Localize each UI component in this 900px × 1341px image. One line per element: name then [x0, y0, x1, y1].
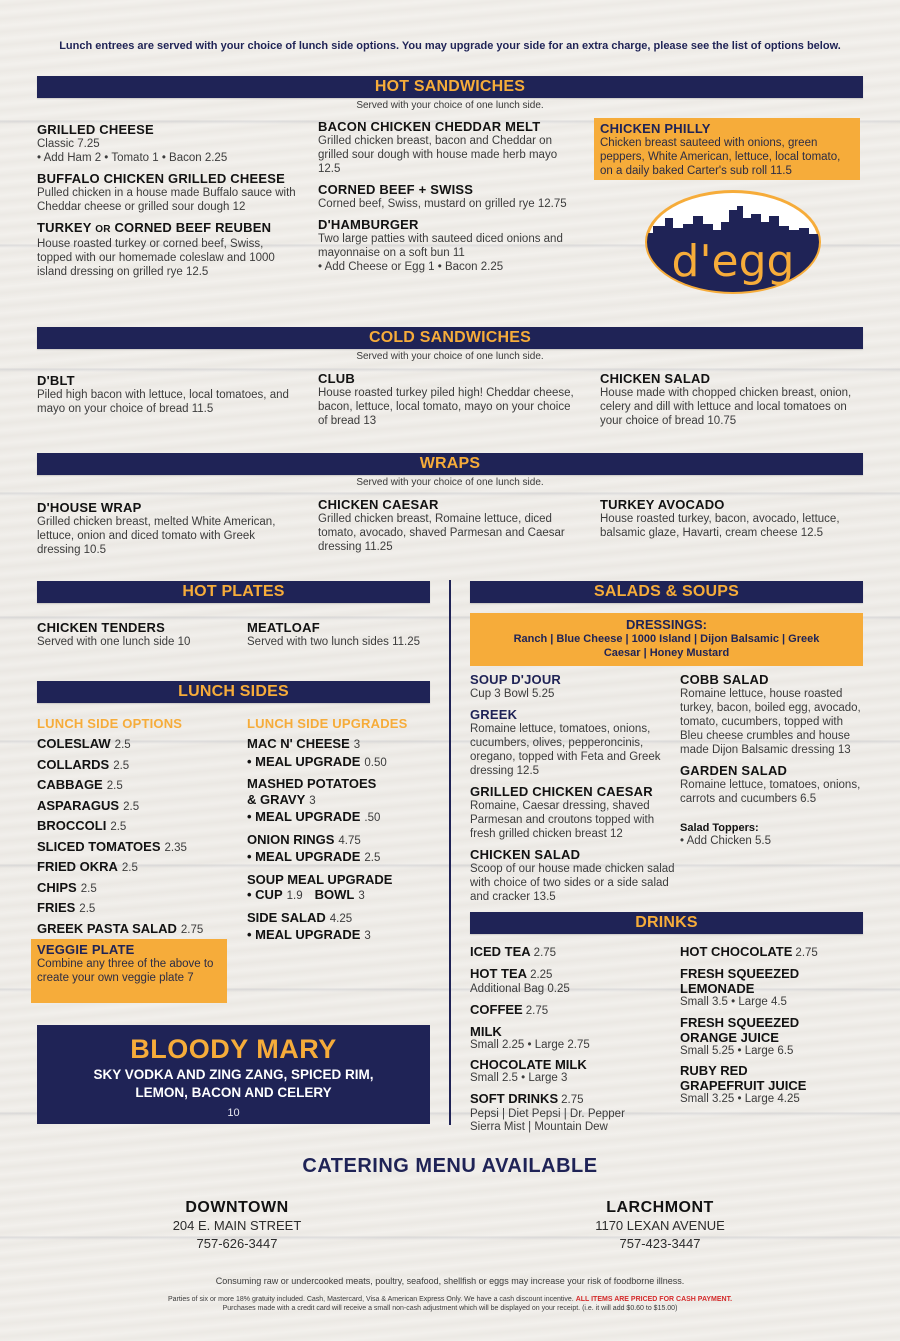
- side-price: 2.5: [121, 862, 138, 874]
- drink-name: FRESH SQUEEZED LEMONADE: [680, 966, 800, 996]
- upgrade-item: [247, 872, 437, 905]
- drink-name: HOT CHOCOLATE: [680, 944, 793, 959]
- item-addons: • Add Ham 2 • Tomato 1 • Bacon 2.25: [37, 152, 228, 164]
- location-name: DOWNTOWN: [185, 1199, 289, 1216]
- upgrade-name: SOUP MEAL UPGRADE: [247, 871, 393, 887]
- meal-upgrade-price: .50: [364, 812, 381, 824]
- drink-chocolate-milk: [470, 1057, 675, 1086]
- item-desc: Scoop of our house made chicken salad with choice of two sides or a side salad and cracker 13.5: [470, 863, 675, 903]
- wraps-banner: WRAPS: [37, 453, 863, 475]
- menu-item-greek-salad: [470, 707, 675, 778]
- drink-desc: Pepsi | Diet Pepsi | Dr. Pepper Sierra Mist | Mountain Dew: [470, 1107, 625, 1133]
- item-name-part: CORNED BEEF REUBEN: [110, 220, 272, 235]
- drink-name: FRESH SQUEEZED ORANGE JUICE: [680, 1014, 800, 1045]
- featured-chicken-philly: [594, 118, 860, 180]
- column-divider: [449, 580, 451, 1125]
- drink-name: MILK: [470, 1023, 502, 1039]
- side-item: [37, 734, 237, 755]
- item-desc: Romaine lettuce, tomatoes, onions, carrots and cucumbers 6.5: [680, 779, 861, 805]
- drink-hot-chocolate: [680, 944, 866, 961]
- upgrade-name: SIDE SALAD: [247, 909, 326, 925]
- upgrade-list: [247, 736, 437, 945]
- cash-pricing-notice: ALL ITEMS ARE PRICED FOR CASH PAYMENT.: [575, 1296, 733, 1303]
- item-desc: Corned beef, Swiss, mustard on grilled rye 12.75: [318, 198, 567, 210]
- lunch-sides-banner: LUNCH SIDES: [37, 681, 430, 703]
- side-name: CHIPS: [37, 879, 77, 895]
- drink-price: 2.25: [530, 969, 553, 981]
- hot-sandwiches-col-2: [318, 119, 580, 280]
- upgrade-item: [247, 776, 437, 827]
- side-item: [37, 796, 237, 817]
- menu-item-cobb-salad: [680, 672, 866, 757]
- item-desc: Served with one lunch side 10: [37, 636, 191, 648]
- item-desc: Romaine lettuce, house roasted turkey, bacon, boiled egg, avocado, tomato, cucumbers, topped with Bleu cheese crumbles and house made Dijon Balsamic dressing 13: [680, 688, 861, 756]
- salad-toppers-heading: Salad Toppers:: [680, 822, 759, 834]
- side-item: [37, 775, 237, 796]
- drink-name: ICED TEA: [470, 944, 531, 959]
- location-address: 1170 LEXAN AVENUE: [595, 1218, 725, 1233]
- meal-upgrade-price: 2.5: [364, 852, 381, 864]
- bloody-mary-feature: [37, 1025, 430, 1124]
- item-desc: Pulled chicken in a house made Buffalo sauce with Cheddar cheese or grilled sour dough 12: [37, 187, 296, 213]
- salad-toppers-item: • Add Chicken 5.5: [680, 835, 771, 847]
- drink-soft-drinks: [470, 1091, 675, 1135]
- item-name: GRILLED CHICKEN CAESAR: [470, 784, 653, 799]
- meal-upgrade-label: • MEAL UPGRADE: [247, 809, 361, 824]
- fine-print-line-2: Purchases made with a credit card will receive a small non-cash adjustment which will be displayed on your receipt. (i.e. it will add $0.60 to $15.00): [222, 1305, 678, 1312]
- catering-heading: CATERING MENU AVAILABLE: [302, 1155, 598, 1177]
- menu-item-turkey-avocado: [600, 497, 862, 540]
- side-name: FRIED OKRA: [37, 859, 118, 874]
- location-downtown: [127, 1199, 347, 1253]
- item-desc: Combine any three of the above to create your own veggie plate 7: [37, 958, 214, 984]
- menu-item-corned-beef-swiss: [318, 182, 580, 211]
- menu-item-meatloaf: [247, 620, 442, 649]
- salads-col-1: [470, 672, 675, 910]
- item-name: D'HAMBURGER: [318, 217, 419, 232]
- drink-price: 2.75: [525, 1004, 549, 1017]
- side-price: 2.35: [164, 841, 187, 854]
- item-desc: Grilled chicken breast, bacon and Cheddar on grilled sour dough with house made herb mayo 12.5: [318, 135, 558, 175]
- lunch-side-options-heading: LUNCH SIDE OPTIONS: [37, 716, 183, 731]
- item-name: [37, 220, 297, 237]
- drink-grapefruit-juice: [680, 1063, 866, 1107]
- upgrade-price: 3: [353, 739, 361, 751]
- bloody-mary-title: BLOODY MARY: [130, 1034, 337, 1064]
- side-item: [37, 816, 237, 837]
- hot-sandwiches-col-1: [37, 122, 297, 285]
- menu-item-chicken-salad-sandwich: [600, 371, 864, 428]
- cold-sandwiches-subtitle: Served with your choice of one lunch side.: [356, 351, 544, 362]
- side-item: [37, 755, 237, 776]
- food-safety-disclaimer: Consuming raw or undercooked meats, poultry, seafood, shellfish or eggs may increase your risk of foodborne illness.: [215, 1276, 685, 1286]
- drink-name: HOT TEA: [470, 966, 528, 981]
- item-name: GREEK: [470, 707, 518, 722]
- intro-note: Lunch entrees are served with your choice of lunch side options. You may upgrade your side for an extra charge, please see the list of options below.: [59, 40, 841, 52]
- item-name-or: OR: [95, 224, 111, 235]
- dressings-list-1: Ranch | Blue Cheese | 1000 Island | Dijon Balsamic | Greek: [513, 633, 820, 645]
- upgrade-price: 4.75: [338, 834, 361, 847]
- location-name: LARCHMONT: [606, 1199, 714, 1216]
- side-price: 2.5: [110, 821, 127, 833]
- item-desc: House roasted turkey piled high! Cheddar cheese, bacon, lettuce, local tomato, mayo on your choice of bread 13: [318, 387, 574, 427]
- drink-hot-tea: [470, 966, 675, 997]
- meal-upgrade-label: • MEAL UPGRADE: [247, 753, 361, 769]
- location-larchmont: [550, 1199, 770, 1253]
- item-name: BACON CHICKEN CHEDDAR MELT: [318, 119, 541, 134]
- item-desc: House made with chopped chicken breast, onion, celery and dill with lettuce and local tomatoes on your choice of bread 10.75: [600, 387, 852, 427]
- bowl-label: BOWL: [314, 887, 355, 902]
- upgrade-name: & GRAVY: [247, 791, 306, 807]
- cup-price: 1.9: [286, 890, 303, 902]
- menu-item-bacon-chicken-cheddar-melt: [318, 119, 580, 176]
- location-address: 204 E. MAIN STREET: [172, 1218, 302, 1233]
- menu-item-soup-djour: [470, 672, 675, 701]
- meal-upgrade-price: 3: [364, 930, 371, 942]
- drinks-col-1: [470, 944, 675, 1140]
- salads-col-2: [680, 672, 866, 848]
- dressings-heading: DRESSINGS:: [626, 617, 707, 632]
- item-name: GARDEN SALAD: [680, 763, 788, 778]
- drink-desc: Additional Bag 0.25: [470, 983, 570, 995]
- item-name: BUFFALO CHICKEN GRILLED CHEESE: [37, 171, 285, 186]
- side-name: GREEK PASTA SALAD: [37, 920, 177, 936]
- hot-sandwiches-subtitle: Served with your choice of one lunch side.: [356, 100, 544, 111]
- drink-name: SOFT DRINKS: [470, 1090, 559, 1106]
- wraps-subtitle: Served with your choice of one lunch side.: [356, 477, 544, 488]
- item-desc: Served with two lunch sides 11.25: [247, 636, 421, 648]
- side-price: 2.5: [123, 800, 140, 813]
- salads-soups-banner: SALADS & SOUPS: [470, 581, 863, 603]
- item-name: GRILLED CHEESE: [37, 122, 154, 137]
- menu-item-grilled-chicken-caesar: [470, 784, 675, 841]
- drink-iced-tea: [470, 944, 675, 961]
- menu-item-garden-salad: [680, 763, 866, 806]
- drink-price: 2.75: [795, 947, 818, 959]
- bloody-mary-price: 10: [227, 1107, 240, 1119]
- item-name: CHICKEN SALAD: [470, 847, 581, 862]
- drinks-col-2: [680, 944, 866, 1112]
- cold-sandwiches-banner: COLD SANDWICHES: [37, 327, 863, 349]
- item-name: SOUP D'JOUR: [470, 672, 562, 687]
- drink-desc: Small 2.25 • Large 2.75: [470, 1038, 590, 1051]
- menu-item-chicken-tenders: [37, 620, 237, 649]
- item-desc: Piled high bacon with lettuce, local tomatoes, and mayo on your choice of bread 11.5: [37, 389, 289, 415]
- payment-fine-print: [0, 1295, 900, 1313]
- side-price: 2.75: [180, 923, 204, 936]
- drink-desc: Small 3.5 • Large 4.5: [680, 996, 787, 1008]
- item-desc: Romaine, Caesar dressing, shaved Parmesan and croutons topped with fresh grilled chicken breast 12: [470, 800, 655, 840]
- item-desc: Chicken breast sauteed with onions, green peppers, White American, lettuce, local tomato, on a daily baked Carter's sub roll 11.5: [600, 137, 841, 177]
- item-name: VEGGIE PLATE: [37, 942, 135, 957]
- item-name: COBB SALAD: [680, 672, 769, 687]
- drink-desc: Small 2.5 • Large 3: [470, 1072, 568, 1084]
- item-name: CLUB: [318, 371, 355, 386]
- featured-veggie-plate: [31, 939, 227, 1003]
- drink-name: CHOCOLATE MILK: [470, 1057, 587, 1072]
- side-item: [37, 837, 237, 858]
- item-desc: Classic 7.25: [37, 138, 100, 150]
- item-name: CHICKEN PHILLY: [600, 121, 711, 136]
- bloody-mary-desc-1: SKY VODKA AND ZING ZANG, SPICED RIM,: [93, 1067, 374, 1082]
- item-name: TURKEY AVOCADO: [600, 497, 725, 512]
- item-desc: House roasted turkey or corned beef, Swiss, topped with our homemade coleslaw and 1000 island dressing on grilled rye 12.5: [37, 238, 275, 278]
- bowl-price: 3: [358, 890, 365, 902]
- item-name-part: TURKEY: [37, 220, 96, 235]
- menu-item-grilled-cheese: [37, 122, 297, 165]
- side-name: ASPARAGUS: [37, 797, 120, 813]
- side-price: 2.5: [113, 759, 130, 772]
- lunch-side-upgrades-heading: LUNCH SIDE UPGRADES: [247, 716, 408, 731]
- upgrade-price: 4.25: [329, 912, 353, 925]
- drink-price: 2.75: [561, 1093, 584, 1106]
- lunch-side-upgrades: [247, 716, 437, 950]
- item-desc: Grilled chicken breast, Romaine lettuce, diced tomato, avocado, shaved Parmesan and Caesar dressing 11.25: [318, 513, 565, 553]
- salad-toppers: [680, 822, 866, 848]
- item-desc: Cup 3 Bowl 5.25: [470, 688, 555, 700]
- drink-milk: [470, 1024, 675, 1053]
- dressings-box: [470, 613, 863, 666]
- drink-name: COFFEE: [470, 1001, 523, 1017]
- upgrade-item: [247, 832, 437, 867]
- menu-item-buffalo-chicken-grilled-cheese: [37, 171, 297, 214]
- side-item: [37, 898, 237, 919]
- item-name: CORNED BEEF + SWISS: [318, 182, 474, 197]
- side-list: [37, 734, 237, 939]
- meal-upgrade-label: • MEAL UPGRADE: [247, 849, 361, 864]
- side-price: 2.5: [79, 903, 96, 915]
- bloody-mary-desc-2: LEMON, BACON AND CELERY: [135, 1085, 332, 1100]
- hot-plates-banner: HOT PLATES: [37, 581, 430, 603]
- item-desc: House roasted turkey, bacon, avocado, lettuce, balsamic glaze, Havarti, cream cheese 12.5: [600, 513, 840, 539]
- upgrade-name-line1: MASHED POTATOES: [247, 776, 377, 791]
- menu-item-dhouse-wrap: [37, 500, 299, 557]
- item-desc: Grilled chicken breast, melted White American, lettuce, onion and diced tomato with Greek dressing 10.5: [37, 516, 276, 556]
- side-price: 2.5: [80, 882, 97, 895]
- location-phone[interactable]: 757-626-3447: [196, 1236, 278, 1251]
- drink-lemonade: [680, 966, 866, 1010]
- item-desc: Romaine lettuce, tomatoes, onions, cucumbers, olives, pepperoncinis, oregano, topped with Feta and Greek dressing 12.5: [470, 723, 661, 777]
- drink-price: 2.75: [533, 947, 557, 959]
- menu-item-chicken-caesar-wrap: [318, 497, 580, 554]
- meal-upgrade-price: 0.50: [364, 756, 387, 769]
- menu-item-dhamburger: [318, 217, 580, 274]
- drink-coffee: [470, 1002, 675, 1019]
- item-name: CHICKEN TENDERS: [37, 620, 165, 635]
- drinks-banner: DRINKS: [470, 912, 863, 934]
- svg-text:d'egg: d'egg: [671, 236, 795, 287]
- upgrade-item: [247, 736, 437, 771]
- side-name: FRIES: [37, 900, 76, 915]
- side-name: SLICED TOMATOES: [37, 838, 161, 854]
- upgrade-price: 3: [309, 794, 316, 807]
- drink-orange-juice: [680, 1015, 866, 1059]
- menu-item-dblt: [37, 373, 299, 416]
- upgrade-name: ONION RINGS: [247, 831, 335, 847]
- drink-desc: Small 3.25 • Large 4.25: [680, 1093, 800, 1105]
- hot-sandwiches-banner: HOT SANDWICHES: [37, 76, 863, 98]
- side-name: COLLARDS: [37, 756, 110, 772]
- side-item: [37, 919, 237, 940]
- skyline-logo-icon: [643, 188, 823, 296]
- side-item: [37, 857, 237, 878]
- item-name: CHICKEN SALAD: [600, 371, 711, 386]
- item-name: MEATLOAF: [247, 620, 320, 635]
- side-price: 2.5: [106, 780, 123, 792]
- menu-item-reuben: [37, 220, 297, 279]
- item-name: D'HOUSE WRAP: [37, 500, 142, 515]
- drink-desc: Small 5.25 • Large 6.5: [680, 1044, 794, 1057]
- upgrade-name: MAC N' CHEESE: [247, 736, 350, 751]
- drink-name: RUBY RED GRAPEFRUIT JUICE: [680, 1063, 807, 1093]
- location-phone[interactable]: 757-423-3447: [619, 1236, 701, 1251]
- menu-item-chicken-salad-plate: [470, 847, 675, 904]
- fine-print-line-1: Parties of six or more 18% gratuity included. Cash, Mastercard, Visa & American Express Only. We have a cash discount incentive.: [167, 1296, 576, 1303]
- meal-upgrade-label: • MEAL UPGRADE: [247, 927, 361, 942]
- side-name: CABBAGE: [37, 777, 103, 792]
- item-name: D'BLT: [37, 373, 75, 388]
- side-price: 2.5: [114, 739, 131, 751]
- side-name: COLESLAW: [37, 736, 111, 751]
- item-name: CHICKEN CAESAR: [318, 497, 439, 512]
- cup-label: • CUP: [247, 887, 283, 902]
- item-desc: Two large patties with sauteed diced onions and mayonnaise on a soft bun 11: [318, 233, 563, 259]
- dressings-list-2: Caesar | Honey Mustard: [603, 647, 730, 659]
- side-item: [37, 878, 237, 899]
- degg-logo: [643, 188, 823, 296]
- menu-item-club: [318, 371, 580, 428]
- side-name: BROCCOLI: [37, 818, 107, 833]
- item-addons: • Add Cheese or Egg 1 • Bacon 2.25: [318, 261, 504, 273]
- lunch-side-options: [37, 716, 237, 939]
- upgrade-item: [247, 910, 437, 945]
